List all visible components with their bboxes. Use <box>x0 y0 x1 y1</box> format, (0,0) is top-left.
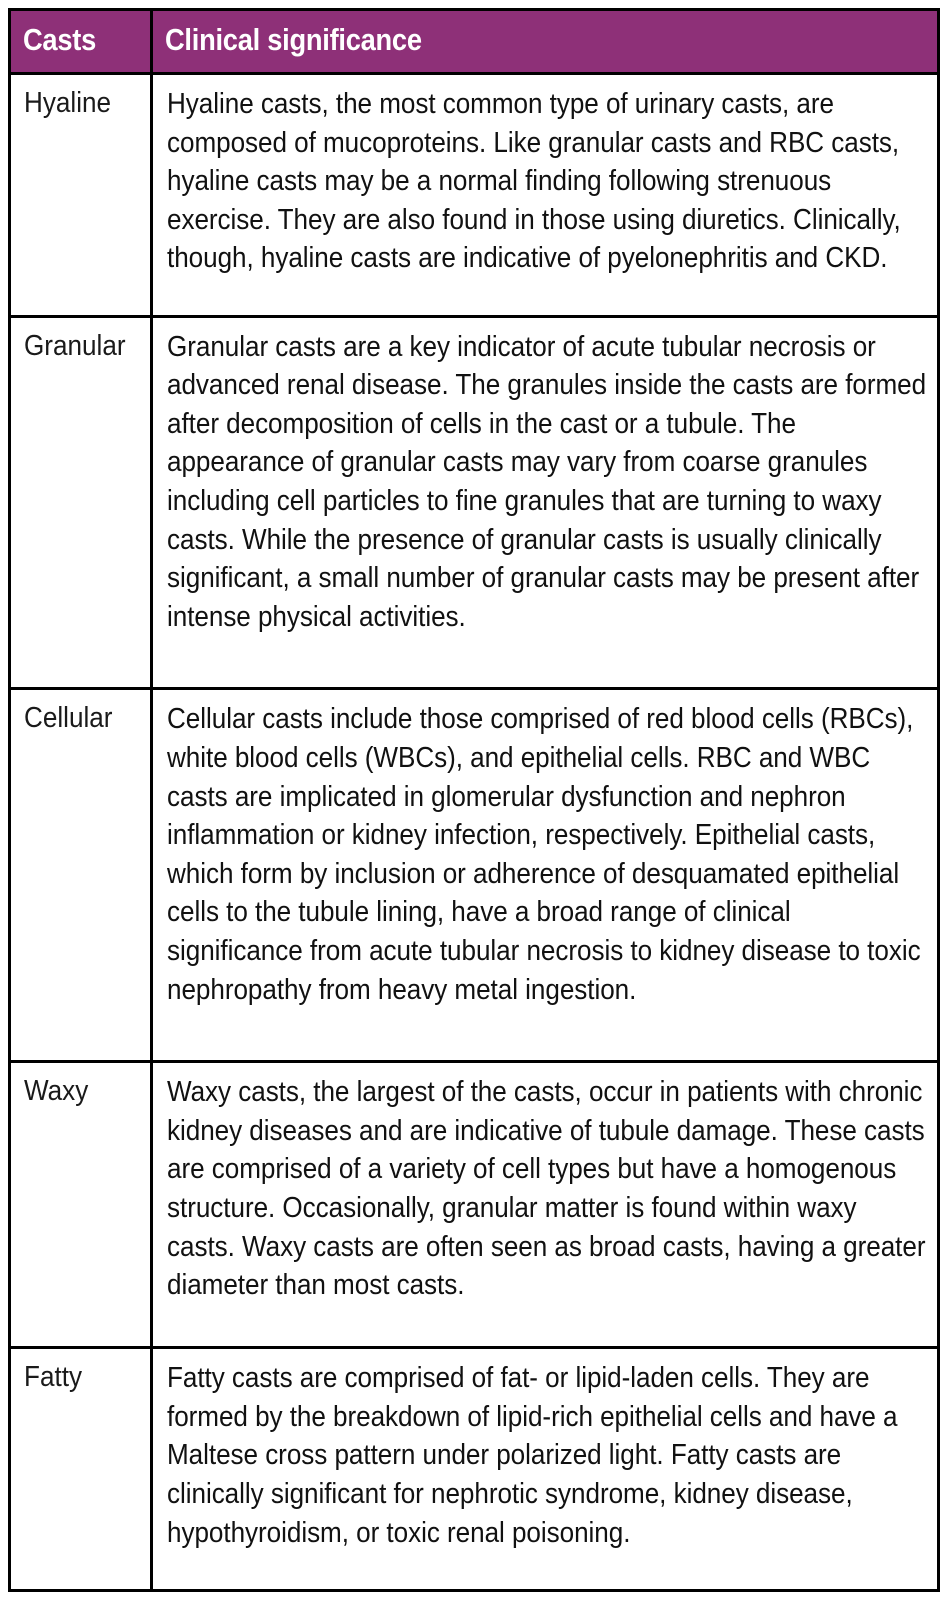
cell-cast-type <box>10 689 152 1062</box>
cell-clinical-significance <box>152 316 939 689</box>
table-row <box>10 74 939 317</box>
cell-cast-type <box>10 1062 152 1348</box>
cast-type-label: Hyaline <box>24 87 112 119</box>
table-row <box>10 689 939 1062</box>
cast-type-label: Fatty <box>24 1361 83 1394</box>
cast-type-label: Cellular <box>24 702 113 735</box>
column-header-clinical-significance-label: Clinical significance <box>165 22 422 57</box>
cell-clinical-significance <box>152 1062 939 1348</box>
header-row <box>10 10 939 74</box>
cell-cast-type <box>10 1348 152 1591</box>
table-row <box>10 1348 939 1591</box>
table-row <box>10 1062 939 1348</box>
clinical-significance-text: Hyaline casts, the most common type of urinary casts, are composed of mucoproteins. Like granular casts and RBC casts, hyaline casts may be a normal finding following strenuous exercise. They are also found in those using diuretics. Clinically, though, hyaline casts are indicative of pyelonephritis and CKD. <box>167 88 901 275</box>
urinary-casts-table <box>8 8 940 1592</box>
column-header-casts <box>10 10 152 74</box>
clinical-significance-text: Cellular casts include those comprised of red blood cells (RBCs), white blood cells (WBCs), and epithelial cells. RBC and WBC casts are implicated in glomerular dysfunction and nephron inflammation or kidney infection, respectively. Epithelial casts, which form by inclusion or adherence of desquamated epithelial cells to the tubule lining, have a broad range of clinical significance from acute tubular necrosis to kidney disease to toxic nephropathy from heavy metal ingestion. <box>167 703 921 1006</box>
clinical-significance-text: Fatty casts are comprised of fat- or lipid-laden cells. They are formed by the breakdown of lipid-rich epithelial cells and have a Maltese cross pattern under polarized light. Fatty casts are clinically significant for nephrotic syndrome, kidney disease, hypothyroidism, or toxic renal poisoning. <box>167 1362 898 1549</box>
table-body <box>10 74 939 1591</box>
cast-type-label: Granular <box>24 329 126 362</box>
clinical-significance-text: Granular casts are a key indicator of acute tubular necrosis or advanced renal disease. The granules inside the casts are formed after decomposition of cells in the cast or a tubule. The appearance of granular casts may vary from coarse granules including cell particles to fine granules that are turning to waxy casts. While the presence of granular casts is usually clinically significant, a small number of granular casts may be present after intense physical activities. <box>167 330 927 633</box>
cell-cast-type <box>10 316 152 689</box>
column-header-casts-label: Casts <box>23 22 96 57</box>
cell-cast-type <box>10 74 152 317</box>
column-header-clinical-significance <box>152 10 939 74</box>
clinical-significance-text: Waxy casts, the largest of the casts, occur in patients with chronic kidney diseases and are indicative of tubule damage. These casts are comprised of a variety of cell types but have a homogenous structure. Occasionally, granular matter is found within waxy casts. Waxy casts are often seen as broad casts, having a greater diameter than most casts. <box>167 1076 926 1302</box>
cell-clinical-significance <box>152 74 939 317</box>
cell-clinical-significance <box>152 689 939 1062</box>
table-header <box>10 10 939 74</box>
cell-clinical-significance <box>152 1348 939 1591</box>
table-row <box>10 316 939 689</box>
cast-type-label: Waxy <box>24 1075 89 1108</box>
